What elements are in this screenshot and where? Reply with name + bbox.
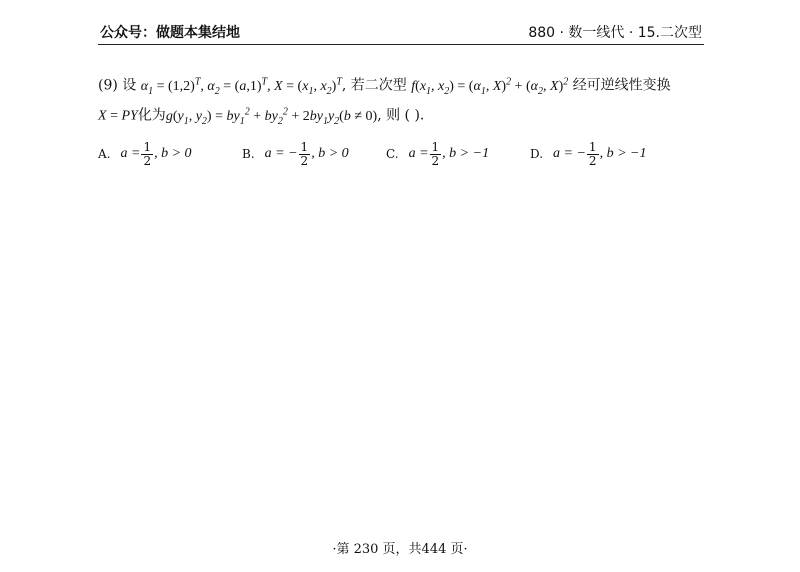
option-b[interactable] bbox=[242, 138, 349, 170]
option-letter: C. bbox=[386, 147, 399, 161]
option-condition: , b > −1 bbox=[599, 146, 647, 161]
option-a[interactable] bbox=[98, 138, 192, 170]
option-c[interactable] bbox=[386, 138, 489, 170]
problem-text-if: , 若二次型 bbox=[341, 77, 407, 94]
problem-number: (9) bbox=[98, 77, 118, 94]
option-lhs: a = − bbox=[553, 146, 586, 161]
option-condition: , b > 0 bbox=[311, 146, 349, 161]
option-condition: , b > 0 bbox=[154, 146, 192, 161]
answer-options bbox=[98, 138, 678, 170]
header-title-right: 880 · 数一线代 · 15.二次型 bbox=[528, 25, 702, 41]
problem-line-1 bbox=[98, 76, 671, 97]
canonical-form: $g(y_1$, $y_2) = by_1^2 + by_2^2 + 2by_1y_2(b \ne 0)$ bbox=[165, 106, 378, 127]
problem-line-2 bbox=[98, 106, 424, 127]
fraction: $\frac{1}{2}$ bbox=[300, 139, 309, 168]
problem-text-then: , 则 ( ). bbox=[377, 107, 425, 124]
fraction: $\frac{1}{2}$ bbox=[431, 139, 440, 168]
header-divider bbox=[98, 44, 704, 45]
fraction: $\frac{1}{2}$ bbox=[143, 139, 152, 168]
transform-equation: X = PY bbox=[98, 108, 138, 124]
alpha-definitions: $\alpha_1 = (1,2)^T$, $\alpha_2 = (a,1)^T$, $X = (x_1$, $x_2)^T$ bbox=[140, 76, 342, 97]
option-letter: B. bbox=[242, 147, 255, 161]
header-title-left: 公众号：做题本集结地 bbox=[100, 25, 240, 41]
fraction: $\frac{1}{2}$ bbox=[588, 139, 597, 168]
problem-intro: 设 bbox=[122, 77, 137, 94]
option-lhs: a = bbox=[120, 146, 141, 161]
option-letter: D. bbox=[530, 147, 544, 161]
option-lhs: a = bbox=[408, 146, 429, 161]
option-d[interactable] bbox=[530, 138, 646, 170]
page-footer: ·第 230 页，共444 页· bbox=[332, 542, 468, 557]
problem-text-via: 经可逆线性变换 bbox=[572, 77, 671, 94]
problem-text-becomes: 化为 bbox=[137, 107, 166, 124]
option-lhs: a = − bbox=[264, 146, 298, 161]
quadratic-form: $f(x_1$, $x_2) = (\alpha_1$, $X)^2 + (\alpha_2$, X)$^2$ bbox=[411, 76, 569, 97]
option-letter: A. bbox=[98, 147, 111, 161]
option-condition: , b > −1 bbox=[442, 146, 490, 161]
